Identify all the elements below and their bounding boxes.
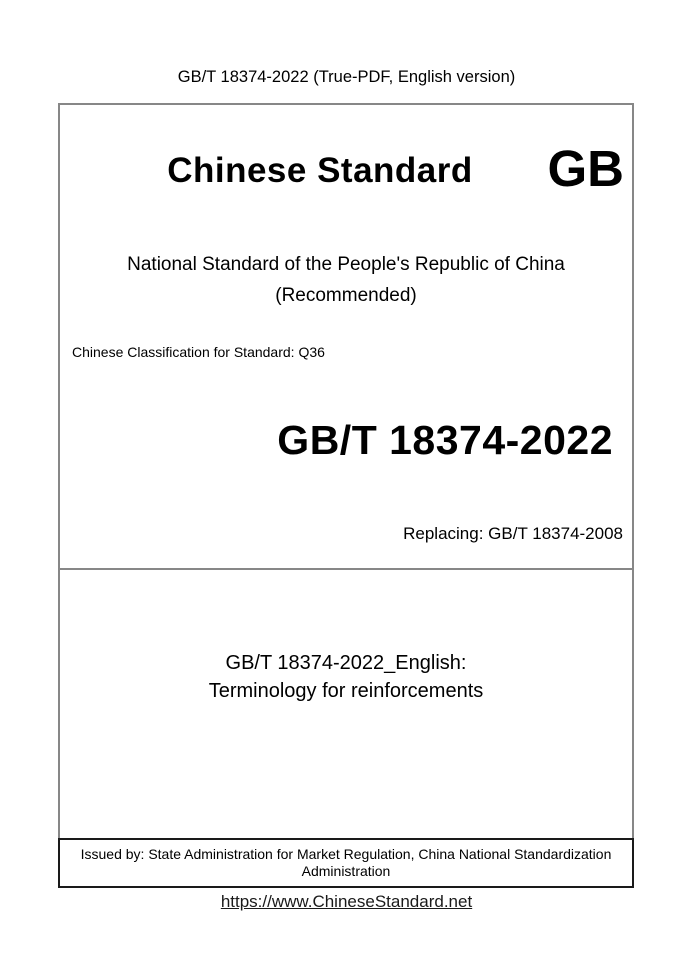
standard-type-line2: (Recommended) xyxy=(275,285,417,306)
website-link[interactable]: https://www.ChineseStandard.net xyxy=(220,892,473,911)
classification-text: Chinese Classification for Standard: Q36 xyxy=(72,344,325,360)
english-title xyxy=(60,649,632,705)
english-title-line2: Terminology for reinforcements xyxy=(208,680,484,702)
standard-code: GB/T 18374-2022 xyxy=(277,417,613,463)
issued-by-line1: Issued by: State Administration for Market Regulation, China National Standardization xyxy=(80,845,612,862)
gb-logo: GB xyxy=(547,140,624,197)
cover-middle-section xyxy=(60,570,632,836)
english-title-line1: GB/T 18374-2022_English: xyxy=(225,652,467,674)
document-header-title: GB/T 18374-2022 (True-PDF, English version) xyxy=(177,68,516,86)
issued-by-line2: Administration xyxy=(301,863,391,879)
brand-title: Chinese Standard xyxy=(167,151,473,190)
issued-by-box xyxy=(58,838,634,888)
replacing-note: Replacing: GB/T 18374-2008 xyxy=(403,524,623,543)
standard-type-line1: National Standard of the People's Republic of China xyxy=(127,254,565,275)
cover-box xyxy=(58,103,634,838)
cover-top-section xyxy=(60,105,632,570)
footer xyxy=(0,893,693,912)
